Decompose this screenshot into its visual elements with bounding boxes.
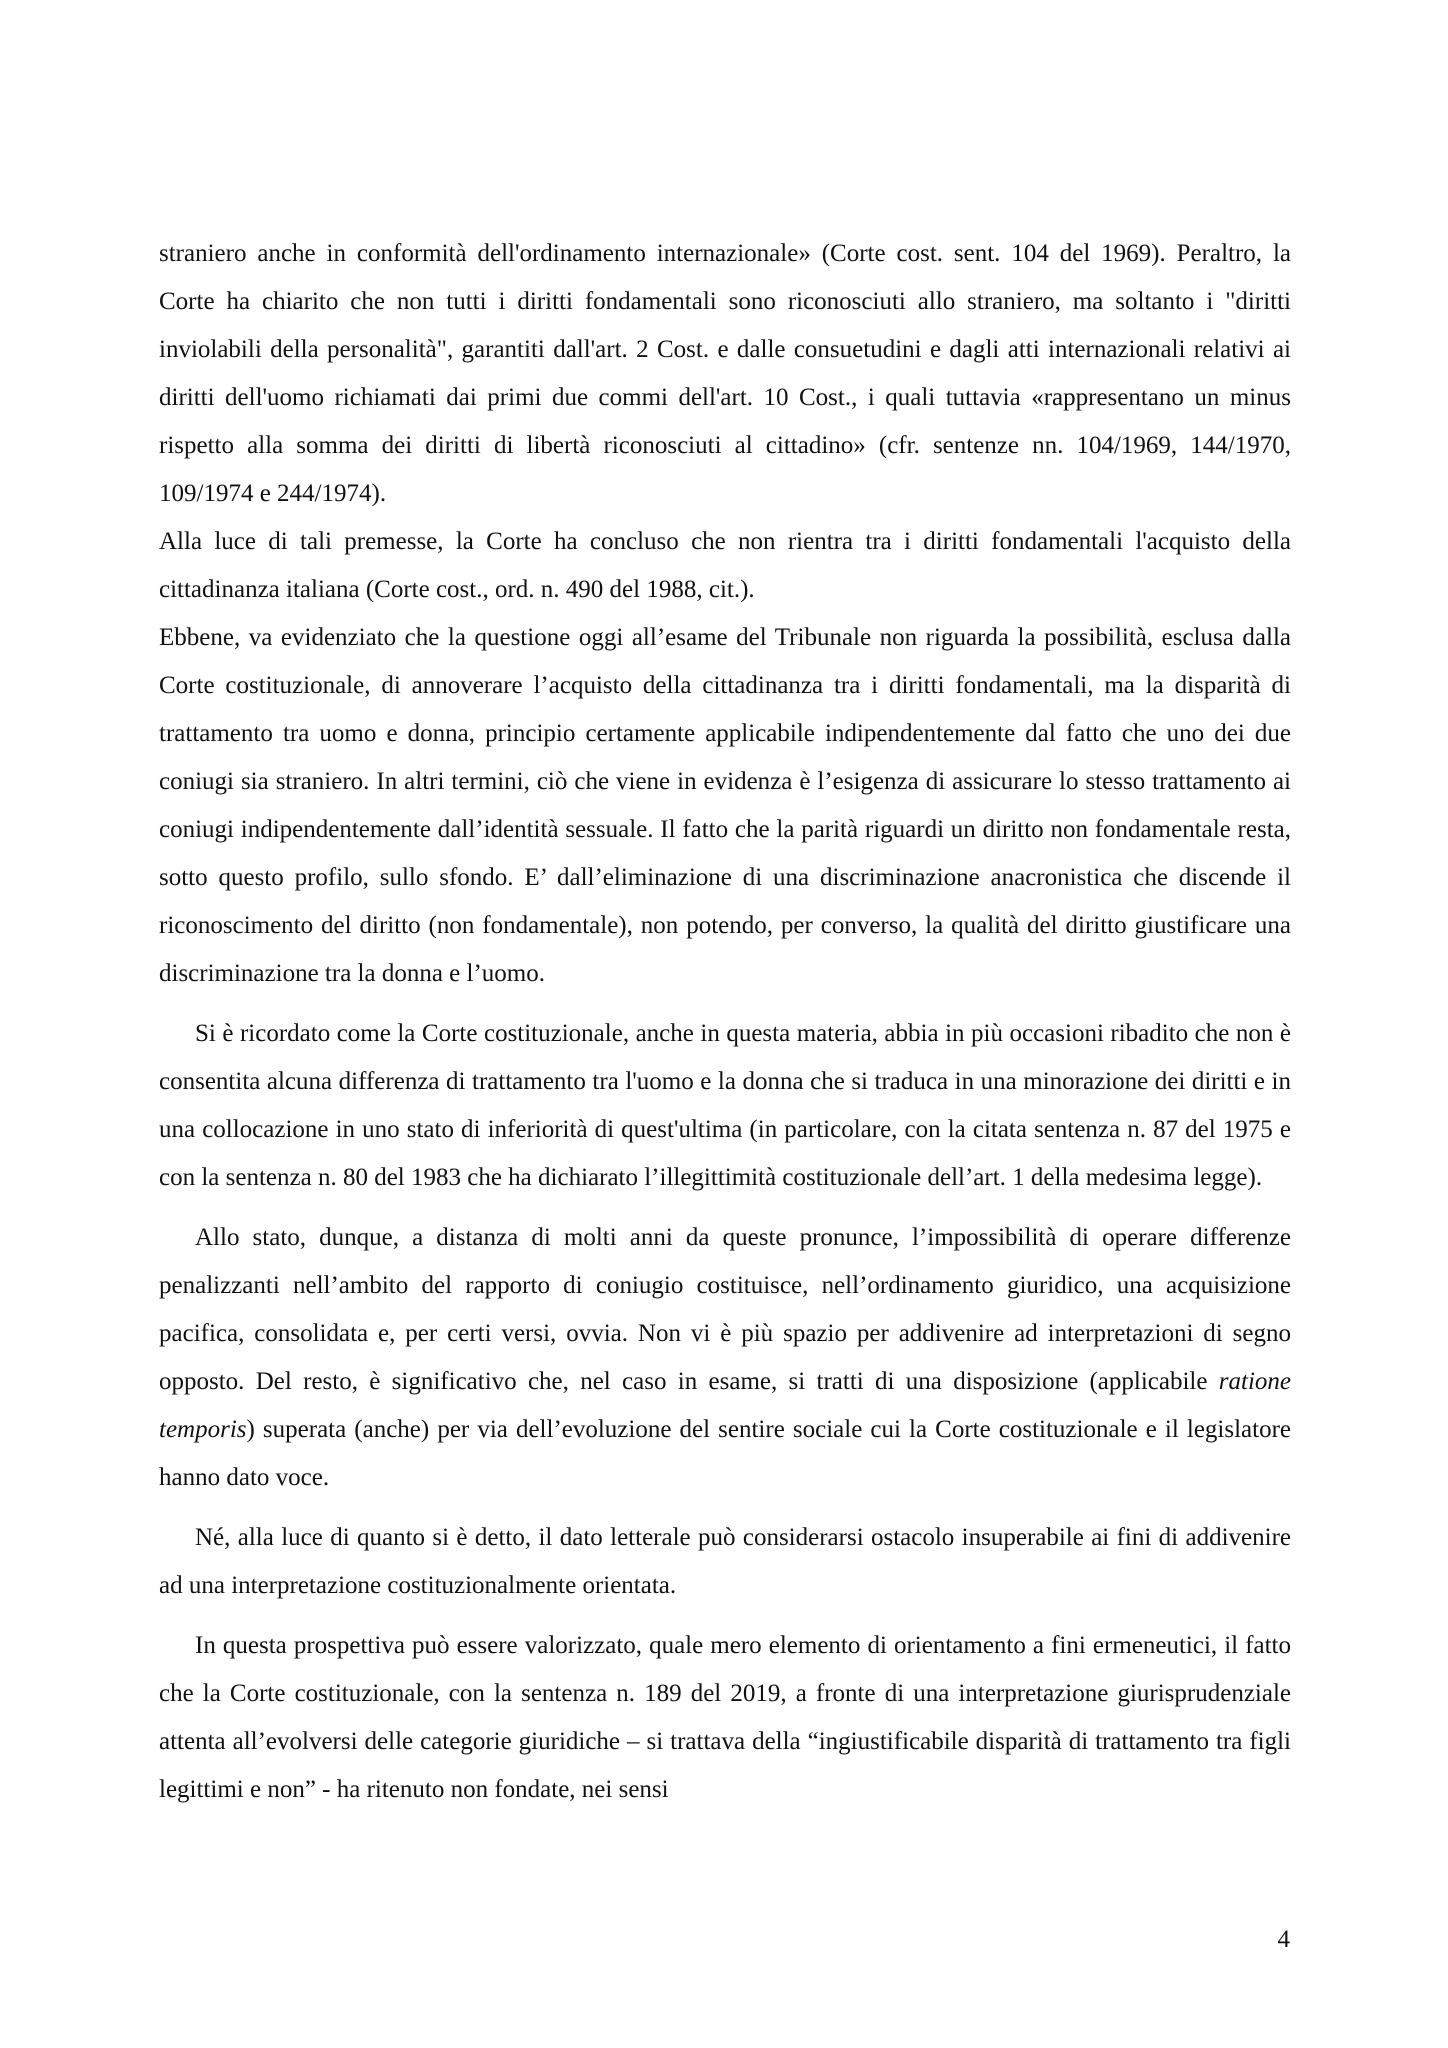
paragraph-court-precedents: Si è ricordato come la Corte costituzionale, anche in questa materia, abbia in più occasioni ribadito che non è consentita alcuna differenza di trattamento tra l'uomo e la donna che si traduca in una minorazione dei diritti e in una collocazione in uno stato di inferiorità di quest'ultima (in particolare, con la citata sentenza n. 87 del 1975 e con la sentenza n. 80 del 1983 che ha dichiarato l’illegittimità costituzionale dell’art. 1 della medesima legge). xyxy=(159,1020,1291,1191)
paragraph-current-state-lead: Allo stato, dunque, a distanza di molti anni da queste pronunce, l’impossibilità di operare differenze penalizzanti nell’ambito del rapporto di coniugio costituisce, nell’ordinamento giuridico, una acquisizione pacifica, consolidata e, per certi versi, ovvia. Non vi è più spazio per addivenire ad interpretazioni di segno opposto. Del resto, è significativo che, nel caso in esame, si tratti di una disposizione (applicabile xyxy=(159,1224,1291,1395)
latin-term-ratione-temporis: ratione temporis xyxy=(159,1368,1291,1443)
paragraph-gender-disparity: Ebbene, va evidenziato che la questione oggi all’esame del Tribunale non riguarda la possibilità, esclusa dalla Corte costituzionale, di annoverare l’acquisto della cittadinanza tra i diritti fondamentali, ma la disparità di trattamento tra uomo e donna, principio certamente applicabile indipendentemente dal fatto che uno dei due coniugi sia straniero. In altri termini, ciò che viene in evidenza è l’esigenza di assicurare lo stesso trattamento ai coniugi indipendentemente dall’identità sessuale. Il fatto che la parità riguardi un diritto non fondamentale resta, sotto questo profilo, sullo sfondo. E’ dall’eliminazione di una discriminazione anacronistica che discende il riconoscimento del diritto (non fondamentale), non potendo, per converso, la qualità del diritto giustificare una discriminazione tra la donna e l’uomo. xyxy=(159,624,1291,987)
paragraph-citizenship-not-fundamental: Alla luce di tali premesse, la Corte ha concluso che non rientra tra i diritti fondamentali l'acquisto della cittadinanza italiana (Corte cost., ord. n. 490 del 1988, cit.). xyxy=(159,528,1291,603)
paragraph-literal-data: Né, alla luce di quanto si è detto, il dato letterale può considerarsi ostacolo insuperabile ai fini di addivenire ad una interpretazione costituzionalmente orientata. xyxy=(159,1524,1291,1599)
paragraph-interpretive-perspective: In questa prospettiva può essere valorizzato, quale mero elemento di orientamento a fini ermeneutici, il fatto che la Corte costituzionale, con la sentenza n. 189 del 2019, a fronte di una interpretazione giurisprudenziale attenta all’evolversi delle categorie giuridiche – si trattava della “ingiustificabile disparità di trattamento tra figli legittimi e non” - ha ritenuto non fondate, nei sensi xyxy=(159,1632,1291,1803)
paragraph-current-state xyxy=(159,1214,1291,1502)
page-number: 4 xyxy=(1277,1926,1290,1953)
paragraph-current-state-tail: ) superata (anche) per via dell’evoluzione del sentire sociale cui la Corte costituzionale e il legislatore hanno dato voce. xyxy=(159,1416,1291,1491)
document-body xyxy=(159,230,1291,1814)
paragraph-foreign-rights: straniero anche in conformità dell'ordinamento internazionale» (Corte cost. sent. 104 del 1969). Peraltro, la Corte ha chiarito che non tutti i diritti fondamentali sono riconosciuti allo straniero, ma soltanto i "diritti inviolabili della personalità", garantiti dall'art. 2 Cost. e dalle consuetudini e dagli atti internazionali relativi ai diritti dell'uomo richiamati dai primi due commi dell'art. 10 Cost., i quali tuttavia «rappresentano un minus rispetto alla somma dei diritti di libertà riconosciuti al cittadino» (cfr. sentenze nn. 104/1969, 144/1970, 109/1974 e 244/1974). xyxy=(159,240,1291,507)
